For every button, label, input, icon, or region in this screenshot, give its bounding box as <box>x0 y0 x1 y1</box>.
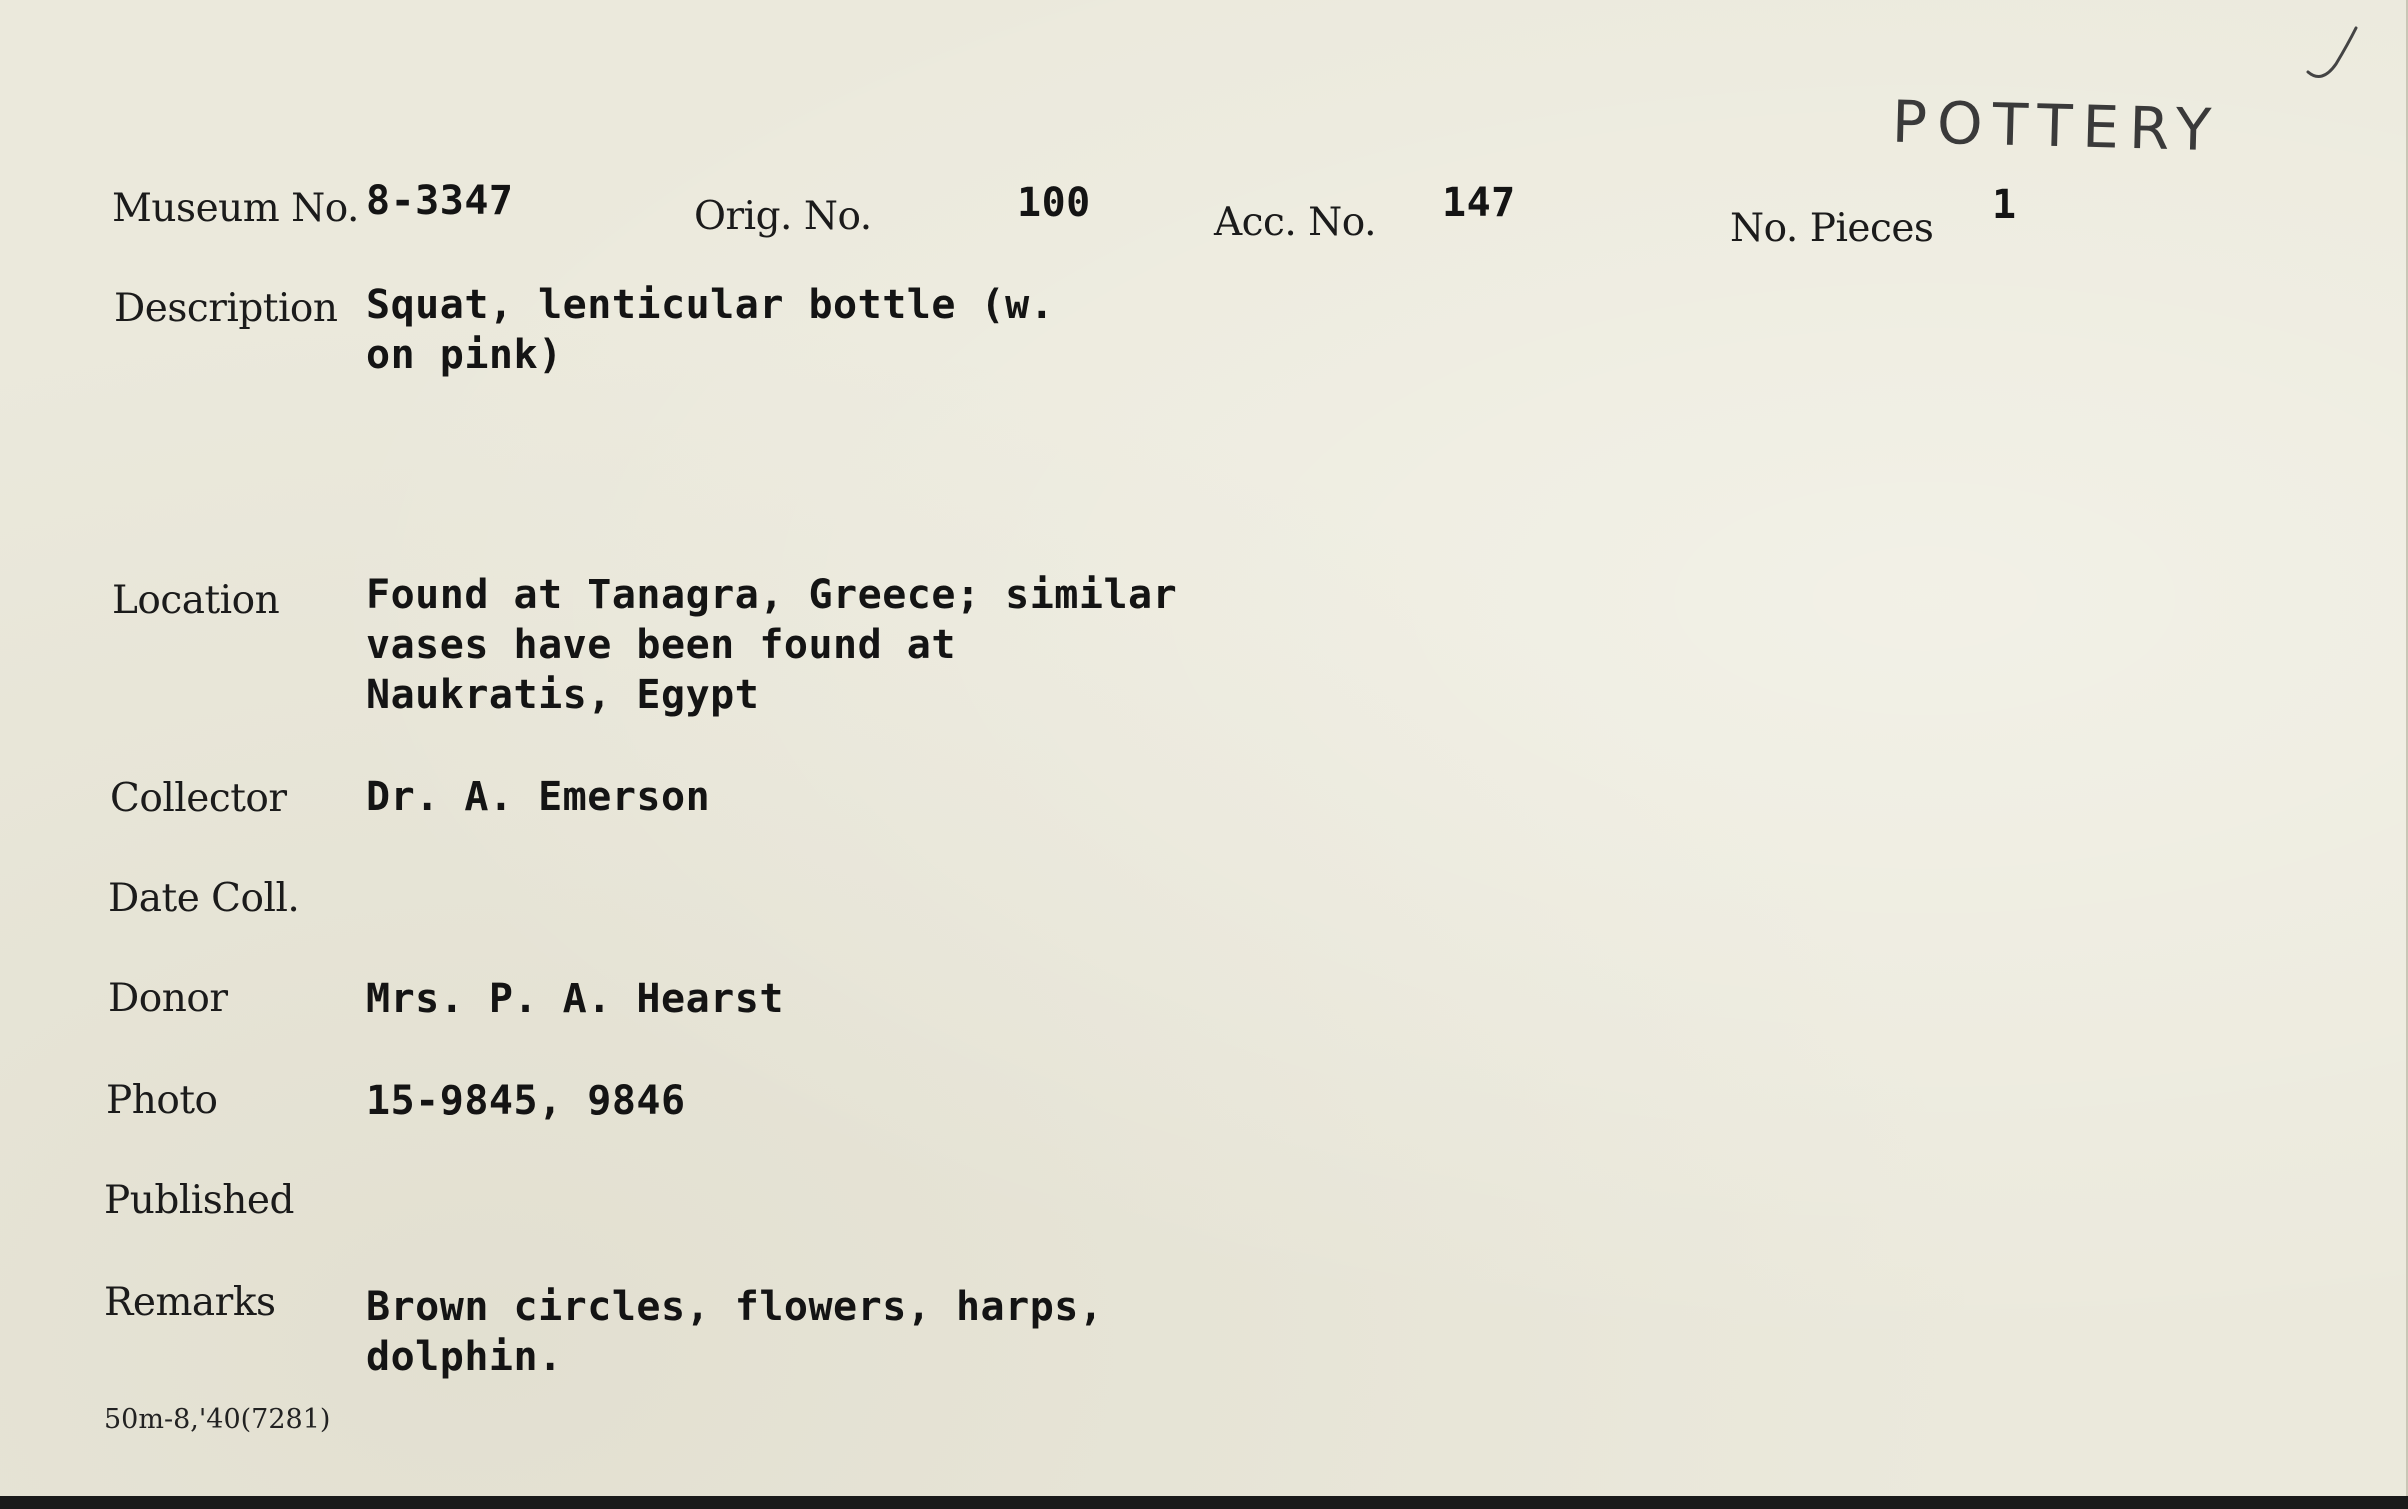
collector-value: Dr. A. Emerson <box>366 774 711 820</box>
photo-label: Photo <box>106 1078 218 1123</box>
date-coll-label: Date Coll. <box>108 876 300 921</box>
location-value: Found at Tanagra, Greece; similar vases have been found at Naukratis, Egypt <box>366 572 1178 718</box>
print-code: 50m-8,'40(7281) <box>104 1404 331 1435</box>
museum-no-label: Museum No. <box>112 186 359 231</box>
location-label: Location <box>112 578 280 623</box>
museum-no-value: 8-3347 <box>366 178 514 224</box>
scan-border <box>0 1496 2408 1509</box>
orig-no-value: 100 <box>1017 180 1091 226</box>
published-label: Published <box>104 1178 294 1223</box>
description-value: Squat, lenticular bottle (w. on pink) <box>366 282 1055 378</box>
description-label: Description <box>114 286 338 331</box>
collector-label: Collector <box>110 776 287 821</box>
acc-no-label: Acc. No. <box>1214 200 1376 245</box>
orig-no-label: Orig. No. <box>694 194 872 239</box>
remarks-label: Remarks <box>104 1280 276 1325</box>
donor-value: Mrs. P. A. Hearst <box>366 976 784 1022</box>
donor-label: Donor <box>108 976 228 1021</box>
remarks-value: Brown circles, flowers, harps, dolphin. <box>366 1284 1104 1380</box>
acc-no-value: 147 <box>1442 180 1516 226</box>
no-pieces-label: No. Pieces <box>1730 206 1934 251</box>
photo-value: 15-9845, 9846 <box>366 1078 686 1124</box>
no-pieces-value: 1 <box>1992 182 2017 228</box>
check-mark-icon <box>2300 20 2370 90</box>
pottery-stamp: POTTERY <box>1891 87 2222 165</box>
